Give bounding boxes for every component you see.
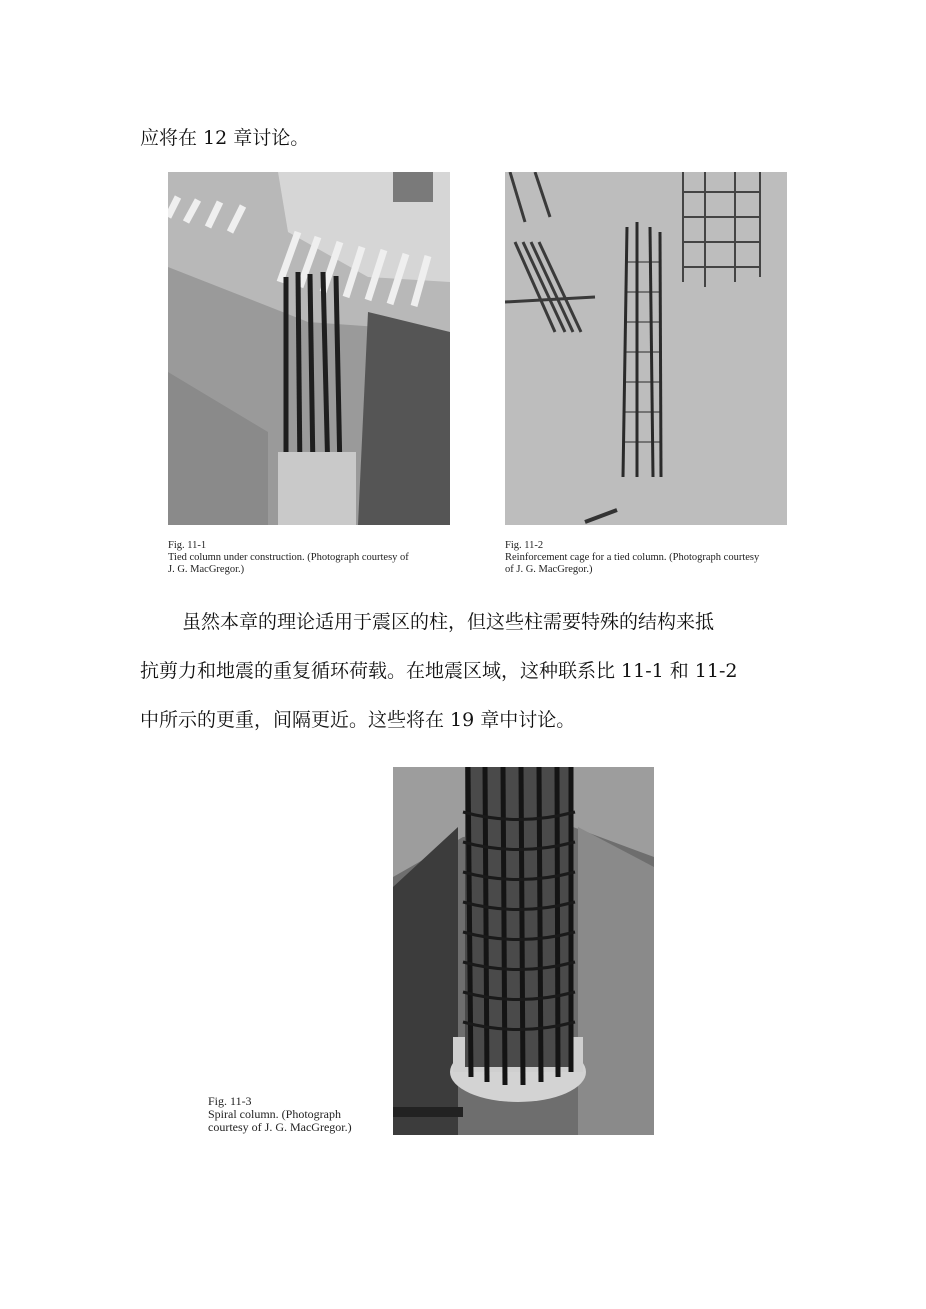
figure-11-1-photo: [168, 172, 450, 525]
paragraph-2-line-2: 抗剪力和地震的重复循环荷载。在地震区域，这种联系比 11-1 和 11-2: [140, 660, 738, 682]
figure-11-2-photo: [505, 172, 787, 525]
figure-11-3-photo: [393, 767, 654, 1135]
figure-label: Fig. 11-2: [505, 540, 544, 551]
figure-caption-line: of J. G. MacGregor.): [505, 564, 593, 575]
figure-11-3-caption: [208, 1095, 352, 1134]
paragraph-2-line-1: 虽然本章的理论适用于震区的柱，但这些柱需要特殊的结构来抵: [182, 611, 715, 633]
figure-caption-line: Tied column under construction. (Photograph courtesy of: [168, 552, 409, 563]
figure-caption-line: courtesy of J. G. MacGregor.): [208, 1120, 352, 1134]
figure-11-2-caption: [505, 540, 759, 576]
paragraph-2-line-3: 中所示的更重，间隔更近。这些将在 19 章中讨论。: [140, 709, 576, 731]
figure-caption-line: Reinforcement cage for a tied column. (Photograph courtesy: [505, 552, 760, 563]
figure-caption-line: J. G. MacGregor.): [168, 564, 245, 575]
figure-caption-line: Spiral column. (Photograph: [208, 1107, 341, 1121]
paragraph-line-1: 应将在 12 章讨论。: [140, 127, 310, 149]
figure-11-1-caption: [168, 540, 409, 576]
figure-label: Fig. 11-3: [208, 1094, 252, 1108]
figure-label: Fig. 11-1: [168, 540, 207, 551]
